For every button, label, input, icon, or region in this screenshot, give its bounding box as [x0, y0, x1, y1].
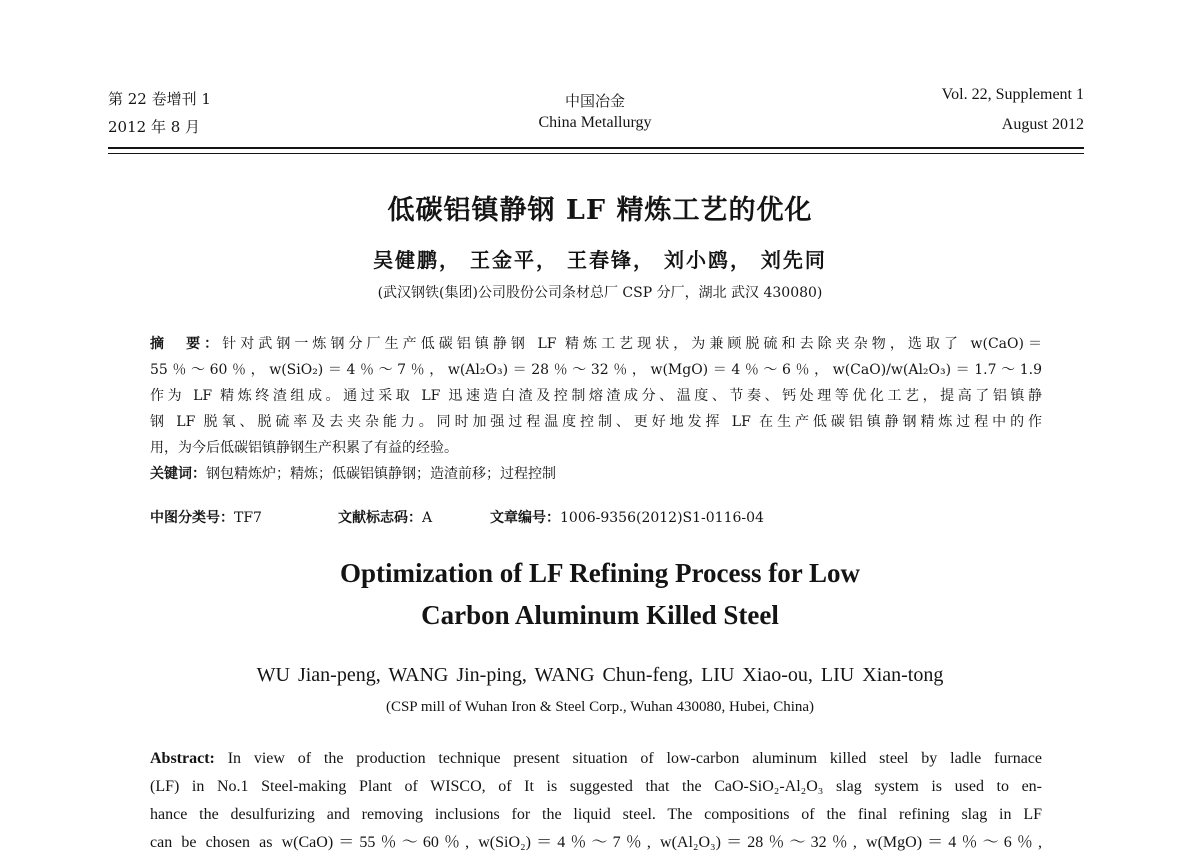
journal-name-cn: 中国冶金: [564, 92, 625, 110]
keywords-cn-label: 关键词：: [150, 466, 206, 482]
keywords-cn-text: 钢包精炼炉；精炼；低碳铝镇静钢；造渣前移；过程控制: [206, 466, 556, 482]
header-rule-thin: [108, 153, 1084, 154]
journal-name-en: China Metallurgy: [538, 114, 652, 131]
abstract-cn-line: 55％～60％，w(SiO₂)＝4％～7％，w(Al₂O₃)＝28％～32％，w(MgO)＝4％～6％，w(CaO)/w(Al₂O₃)＝1.7～1.9: [150, 362, 1042, 378]
journal-volume: 第 22 卷增刊 1: [108, 90, 211, 108]
affiliation-en: (CSP mill of Wuhan Iron & Steel Corp., Wuhan 430080, Hubei, China): [385, 699, 815, 715]
abstract-cn-line: 用，为今后低碳铝镇静钢生产积累了有益的经验。: [150, 440, 458, 456]
abstract-en-line: hance the desulfurizing and removing inclusions for the liquid steel. The compositions of the final refining slag in LF: [150, 806, 1042, 823]
abstract-cn: [150, 331, 1042, 487]
clc-number: 中图分类号：TF7: [150, 510, 262, 526]
abstract-en-line: (LF) in No.1 Steel-making Plant of WISCO, of It is suggested that the CaO-SiO₂-Al₂O₃ slag system is used to en-: [150, 778, 1042, 795]
authors-en: WU Jian-peng, WANG Jin-ping, WANG Chun-feng, LIU Xiao-ou, LIU Xian-tong: [256, 664, 944, 686]
abstract-cn-label: 摘 要：: [150, 336, 223, 352]
abstract-en-line: can be chosen as w(CaO)＝55％～60％, w(SiO₂)＝4％～7％, w(Al₂O₃)＝28％～32％, w(MgO)＝4％～6％,: [150, 834, 1042, 851]
abstract-cn-line: 作为 LF 精炼终渣组成。通过采取 LF 迅速造白渣及控制熔渣成分、温度、节奏、钙处理等优化工艺，提高了铝镇静: [150, 388, 1042, 404]
abstract-en: [150, 745, 1042, 857]
document-code: 文献标志码：A: [338, 510, 433, 526]
article-number: 文章编号：1006-9356(2012)S1-0116-04: [490, 510, 764, 526]
paper-title-cn: 低碳铝镇静钢 LF 精炼工艺的优化: [387, 195, 813, 226]
abstract-cn-line: 摘 要：针对武钢一炼钢分厂生产低碳铝镇静钢 LF 精炼工艺现状，为兼顾脱硫和去除夹杂物，选取了 w(CaO)＝: [150, 336, 1042, 352]
authors-cn: 吴健鹏， 王金平， 王春锋， 刘小鸥， 刘先同: [373, 248, 827, 272]
affiliation-cn: (武汉钢铁(集团)公司股份公司条材总厂 CSP 分厂，湖北 武汉 430080): [377, 285, 823, 301]
paper-title-en-line2: Carbon Aluminum Killed Steel: [421, 600, 779, 630]
abstract-en-line: Abstract: In view of the production technique present situation of low-carbon aluminum killed steel by ladle furnace: [150, 750, 1042, 767]
header-rule-thick: [108, 147, 1084, 149]
abstract-en-label: Abstract:: [150, 750, 215, 767]
keywords-cn: [150, 461, 1042, 487]
journal-date-en: August 2012: [1001, 116, 1084, 133]
abstract-cn-line: 钢 LF 脱氧、脱硫率及去夹杂能力。同时加强过程温度控制、更好地发挥 LF 在生产低碳铝镇静钢精炼过程中的作: [150, 414, 1042, 430]
paper-title-en-line1: Optimization of LF Refining Process for Low: [340, 558, 860, 588]
journal-date-cn: 2012 年 8 月: [108, 118, 201, 136]
journal-volume-en: Vol. 22, Supplement 1: [941, 86, 1084, 103]
